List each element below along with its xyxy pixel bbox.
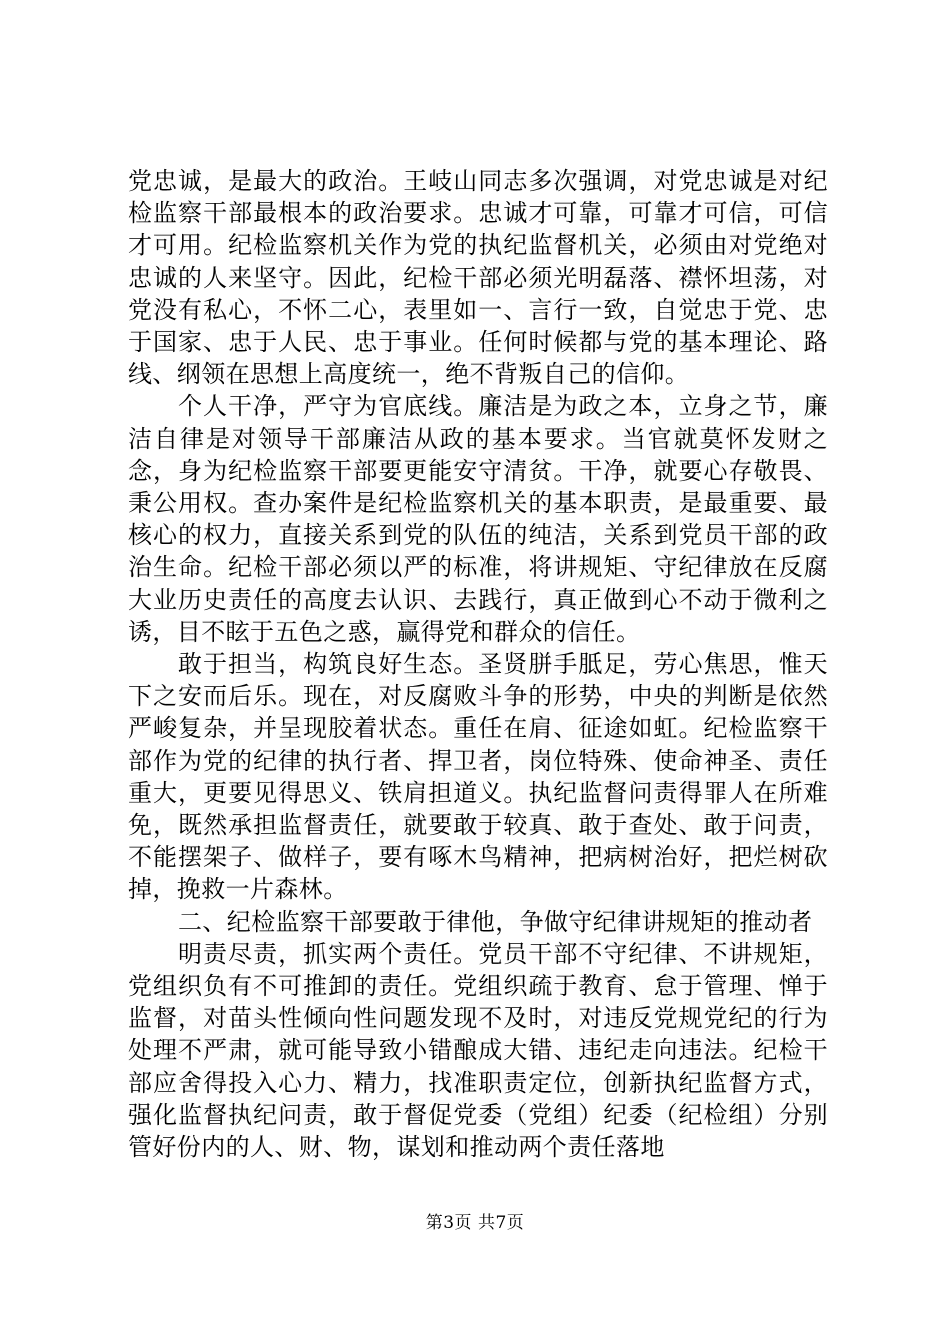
section-heading: 二、纪检监察干部要敢于律他，争做守纪律讲规矩的推动者 bbox=[178, 907, 813, 936]
paragraph-integrity: 个人干净，严守为官底线。廉洁是为政之本，立身之节，廉洁自律是对领导干部廉洁从政的基本要求。当官就莫怀发财之念，身为纪检监察干部要更能安守清贫。干净，就要心存敬畏、秉公用权。查办案件是纪检监察机关的基本职责，是最重要、最核心的权力，直接关系到党的队伍的纯洁，关系到党员干部的政治生命。纪检干部必须以严的标准，将讲规矩、守纪律放在反腐大业历史责任的高度去认识、去践行，真正做到心不动于微利之诱，目不眩于五色之惑，赢得党和群众的信任。 bbox=[128, 392, 828, 646]
document-body bbox=[128, 165, 828, 1163]
paragraph-loyalty: 党忠诚，是最大的政治。王岐山同志多次强调，对党忠诚是对纪检监察干部最根本的政治要求。忠诚才可靠，可靠才可信，可信才可用。纪检监察机关作为党的执纪监督机关，必须由对党绝对忠诚的人来坚守。因此，纪检干部必须光明磊落、襟怀坦荡，对党没有私心，不怀二心，表里如一、言行一致，自觉忠于党、忠于国家、忠于人民、忠于事业。任何时候都与党的基本理论、路线、纲领在思想上高度统一，绝不背叛自己的信仰。 bbox=[128, 167, 828, 389]
page-footer: 第3页 共7页 bbox=[425, 1213, 525, 1233]
paragraph-responsibility: 敢于担当，构筑良好生态。圣贤胼手胝足，劳心焦思，惟天下之安而后乐。现在，对反腐败斗争的形势，中央的判断是依然严峻复杂，并呈现胶着状态。重任在肩、征途如虹。纪检监察干部作为党的纪律的执行者、捍卫者，岗位特殊、使命神圣、责任重大，更要见得思义、铁肩担道义。执纪监督问责得罪人在所难免，既然承担监督责任，就要敢于较真、敢于查处、敢于问责，不能摆架子、做样子，要有啄木鸟精神，把病树治好，把烂树砍掉，挽救一片森林。 bbox=[128, 650, 828, 904]
paragraph-accountability: 明责尽责，抓实两个责任。党员干部不守纪律、不讲规矩，党组织负有不可推卸的责任。党组织疏于教育、怠于管理、惮于监督，对苗头性倾向性问题发现不及时，对违反党规党纪的行为处理不严肃，就可能导致小错酿成大错、违纪走向违法。纪检干部应舍得投入心力、精力，找准职责定位，创新执纪监督方式，强化监督执纪问责，敢于督促党委（党组）纪委（纪检组）分别管好份内的人、财、物，谋划和推动两个责任落地 bbox=[128, 939, 828, 1162]
